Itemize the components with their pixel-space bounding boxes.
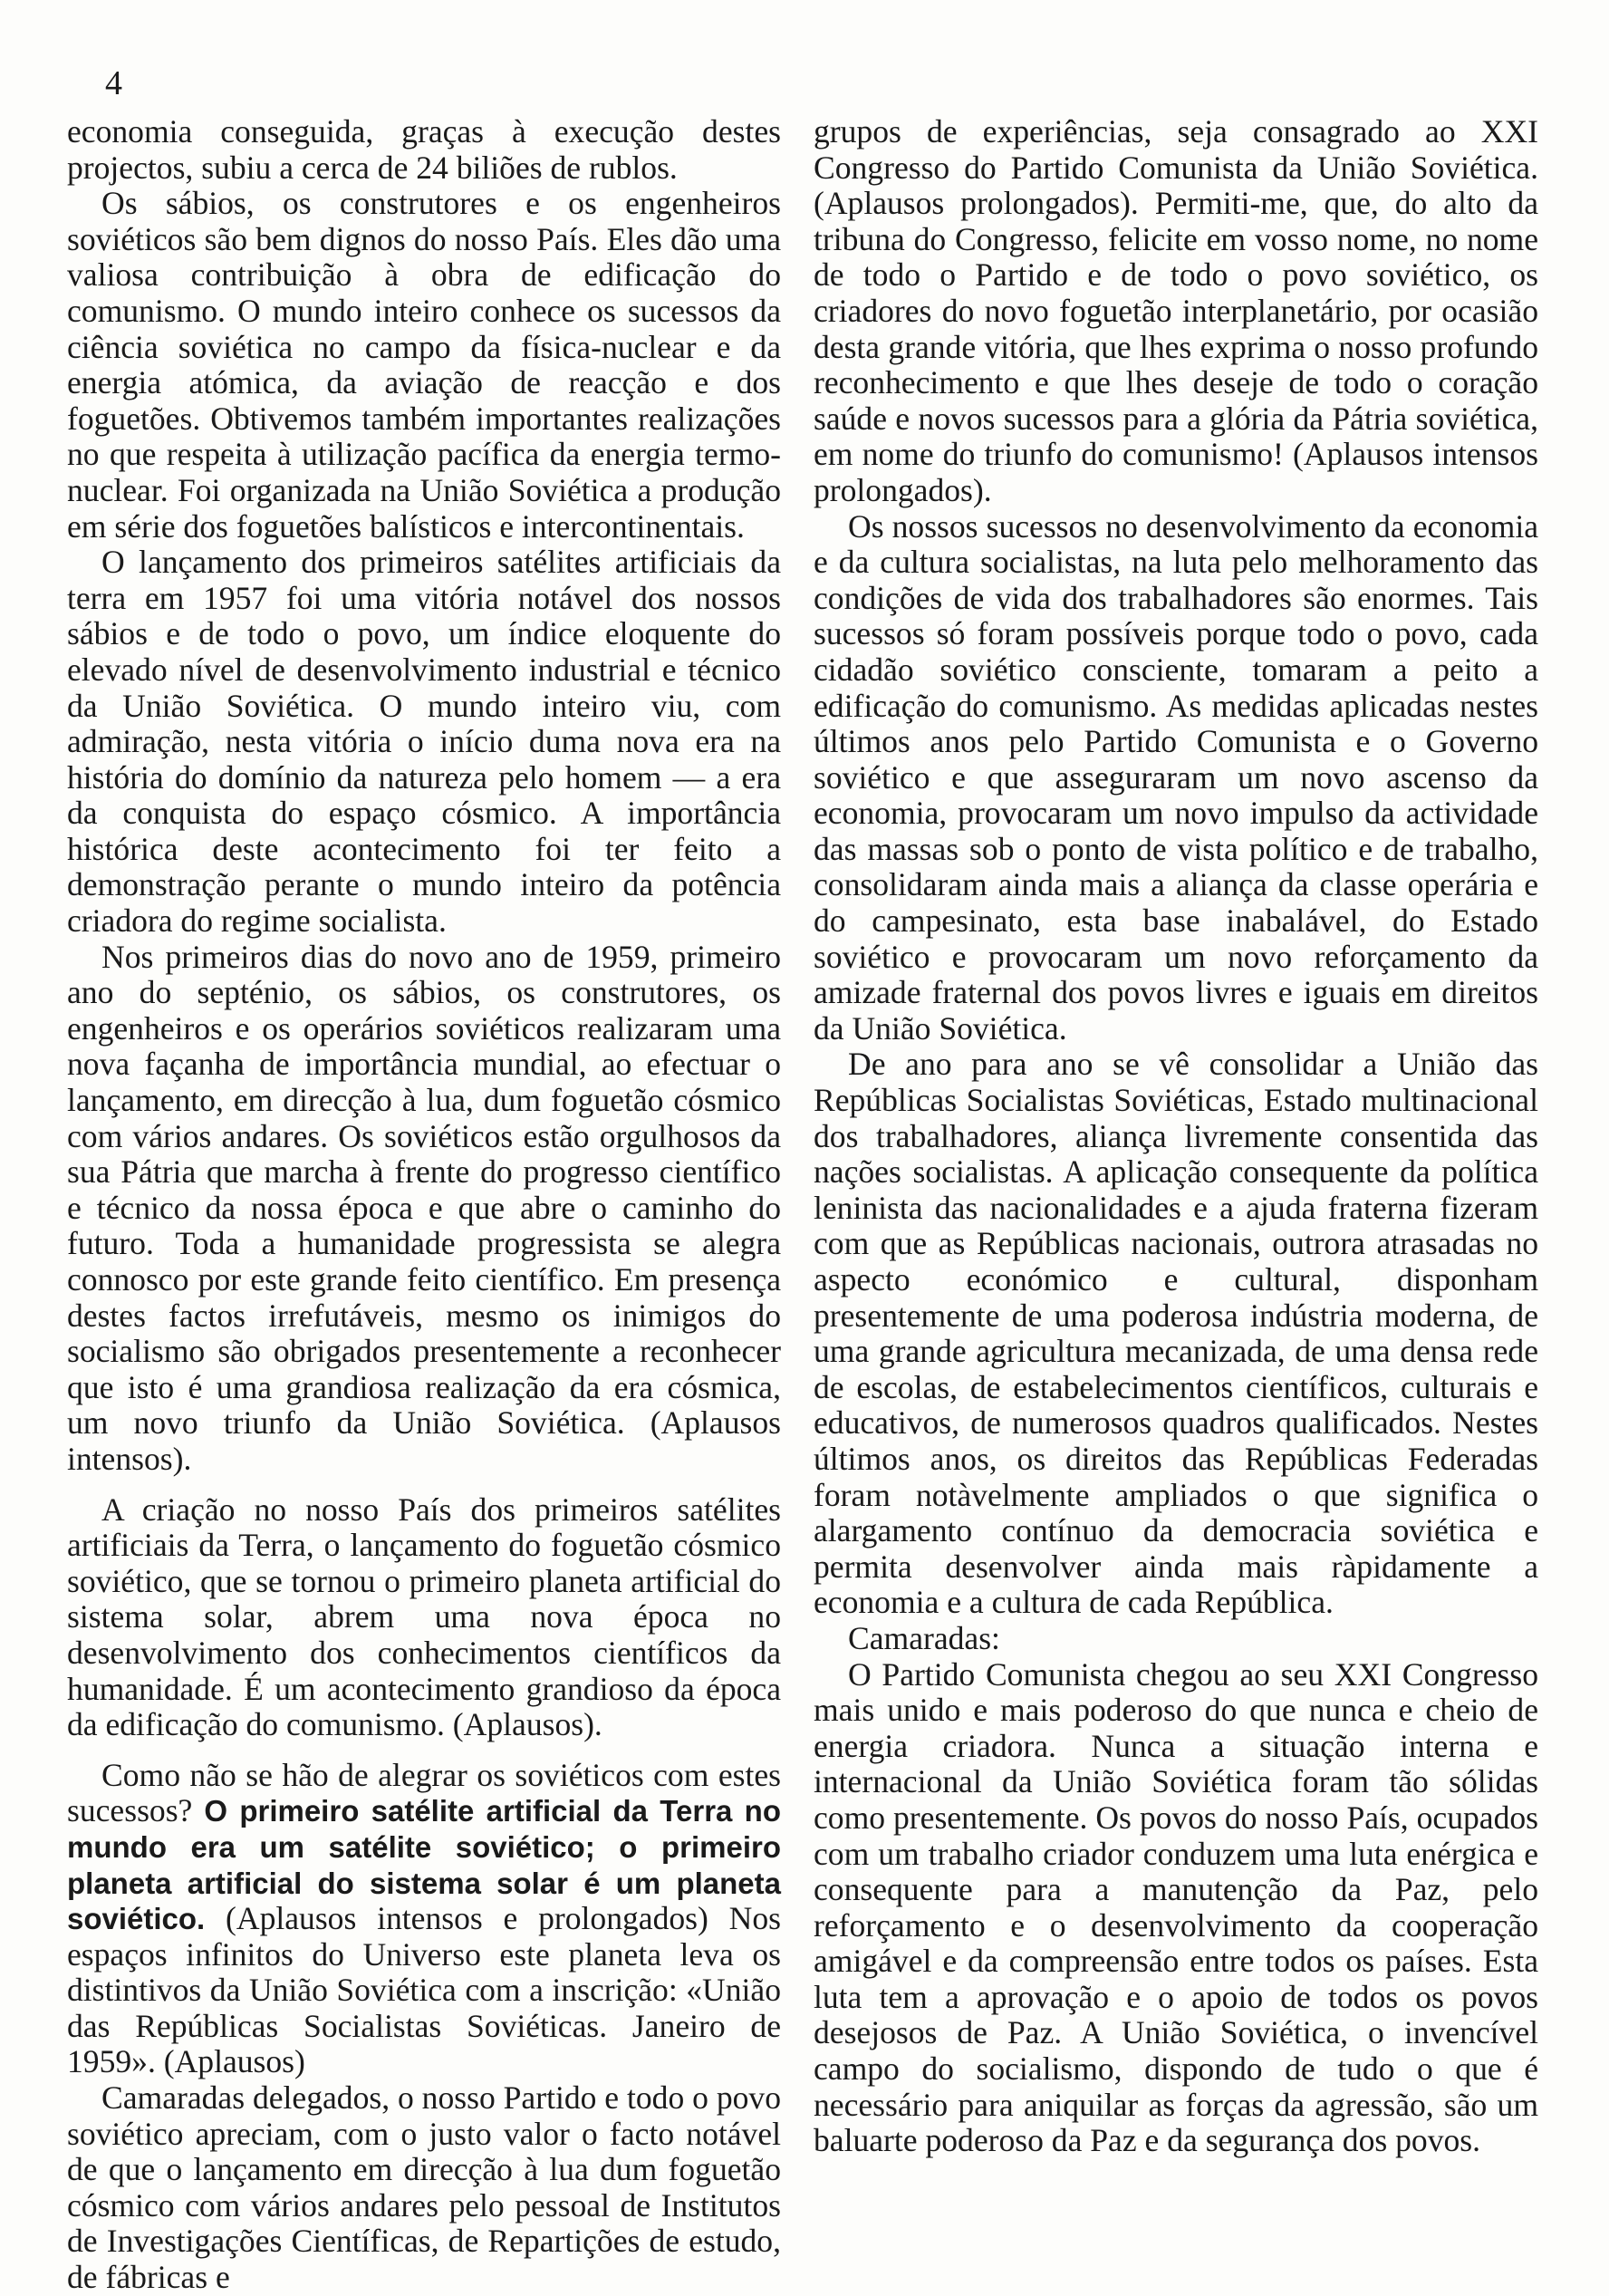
page-number: 4 — [105, 64, 122, 102]
paragraph: A criação no nosso País dos primeiros satélites artificiais da Terra, o lançamento do foguetão cósmico soviético, que se tornou o primeiro planeta artificial do sistema solar, abrem uma nova época no desenvolvimento dos conhecimentos científicos da humanidade. É um acontecimento grandioso da época da edificação do comunismo. (Aplausos). — [67, 1490, 781, 1743]
paragraph-with-emphasis — [67, 1758, 781, 2080]
paragraph-text: (Aplausos intensos e prolongados) Nos espaços infinitos do Universo este planeta leva os distintivos da União Soviética com a inscrição: «União das Repúblicas Socialistas Soviéticas. Janeiro de 1959». (Aplausos) — [67, 1900, 781, 2080]
paragraph: grupos de experiências, seja consagrado ao XXI Congresso do Partido Comunista da União Soviética. (Aplausos prolongados). Permiti-me, que, do alto da tribuna do Congresso, felicite em vosso nome, no nome de todo o Partido e de todo o povo soviético, os criadores do novo foguetão interplanetário, por ocasião desta grande vitória, que lhes exprima o nosso profundo reconhecimento e que lhes deseje de todo o coração saúde e novos sucessos para a glória da Pátria soviética, em nome do triunfo do comunismo! (Aplausos intensos prolongados). — [814, 113, 1538, 508]
paragraph: economia conseguida, graças à execução destes projectos, subiu a cerca de 24 biliões de rublos. — [67, 113, 781, 186]
paragraph: O Partido Comunista chegou ao seu XXI Congresso mais unido e mais poderoso do que nunca e cheio de energia criadora. Nunca a situação interna e internacional da União Soviética foram tão sólidas como presentemente. Os povos do nosso País, ocupados com um trabalho criador conduzem uma luta enérgica e consequente para a manutenção da Paz, pelo reforçamento e o desenvolvimento da cooperação amigável e da compreensão entre todos os países. Esta luta tem a aprovação e o apoio de todos os povos desejosos de Paz. A União Soviética, o invencível campo do socialismo, dispondo de tudo o que é necessário para aniquilar as forças da agressão, são um baluarte poderoso da Paz e da segurança dos povos. — [814, 1655, 1538, 2159]
left-column — [67, 114, 781, 2296]
paragraph: De ano para ano se vê consolidar a União das Repúblicas Socialistas Soviéticas, Estado multinacional dos trabalhadores, aliança livremente consentida das nações socialistas. A aplicação consequente da política leninista das nacionalidades e a ajuda fraterna fizeram com que as Repúblicas nacionais, outrora atrasadas no aspecto económico e cultural, disponham presentemente de uma poderosa indústria moderna, de uma grande agricultura mecanizada, de uma densa rede de escolas, de estabelecimentos científicos, culturais e educativos, de numerosos quadros qualificados. Nestes últimos anos, os direitos das Repúblicas Federadas foram notàvelmente ampliados o que significa o alargamento contínuo da democracia soviética e permita desenvolver ainda mais ràpidamente a economia e a cultura de cada República. — [814, 1046, 1538, 1621]
salutation: Camaradas: — [848, 1619, 1000, 1656]
paragraph: Camaradas delegados, o nosso Partido e todo o povo soviético apreciam, com o justo valor o facto notável de que o lançamento em direcção à lua dum foguetão cósmico com vários andares pelo pessoal de Institutos de Investigações Científicas, de Repartições de estudo, de fábricas e — [67, 2079, 781, 2296]
paragraph: O lançamento dos primeiros satélites artificiais da terra em 1957 foi uma vitória notável dos nossos sábios e de todo o povo, um índice eloquente do elevado nível de desenvolvimento industrial e técnico da União Soviética. O mundo inteiro viu, com admiração, nesta vitória o início duma nova era na história do domínio da natureza pelo homem — a era da conquista do espaço cósmico. A importância histórica deste acontecimento foi ter feito a demonstração perante o mundo inteiro da potência criadora do regime socialista. — [67, 544, 781, 940]
emphasis-text: O primeiro satélite artificial da Terra no mundo era um satélite soviético; o primeiro planeta artificial do sistema solar é um planeta soviético. — [67, 1794, 782, 1936]
paragraph-text: Como não se hão de alegrar os soviéticos com estes sucessos? — [67, 1756, 781, 1829]
paragraph: Os nossos sucessos no desenvolvimento da economia e da cultura socialistas, na luta pelo melhoramento das condições de vida dos trabalhadores são enormes. Tais sucessos só foram possíveis porque todo o povo, cada cidadão soviético consciente, tomaram a peito a edificação do comunismo. As medidas aplicadas nestes últimos anos pelo Partido Comunista e o Governo soviético e que asseguraram um novo ascenso da economia, provocaram um novo impulso da actividade das massas sob o ponto de vista político e de trabalho, consolidaram ainda mais a aliança da classe operária e do campesinato, esta base inabalável, do Estado soviético e provocaram um novo reforçamento da amizade fraternal dos povos livres e iguais em direitos da União Soviética. — [814, 507, 1538, 1047]
paragraph: Os sábios, os construtores e os engenheiros soviéticos são bem dignos do nosso País. Eles dão uma valiosa contribuição à obra de edificação do comunismo. O mundo inteiro conhece os sucessos da ciência soviética no campo da física-nuclear e da energia atómica, da aviação de reacção e dos foguetões. Obtivemos também importantes realizações no que respeita à utilização pacífica da energia termo-nuclear. Foi organizada na União Soviética a produção em série dos foguetões balísticos e intercontinentais. — [67, 185, 781, 545]
right-column — [814, 114, 1538, 2159]
paragraph: Nos primeiros dias do novo ano de 1959, primeiro ano do septénio, os sábios, os construtores, os engenheiros e os operários soviéticos realizaram uma nova façanha de importância mundial, ao efectuar o lançamento, em direcção à lua, dum foguetão cósmico com vários andares. Os soviéticos estão orgulhosos da sua Pátria que marcha à frente do progresso científico e técnico da nossa época e que abre o caminho do futuro. Toda a humanidade progressista se alegra connosco por este grande feito científico. Em presença destes factos irrefutáveis, mesmo os inimigos do socialismo são obrigados presentemente a reconhecer que isto é uma grandiosa realização da era cósmica, um novo triunfo da União Soviética. (Aplausos intensos). — [67, 938, 781, 1477]
